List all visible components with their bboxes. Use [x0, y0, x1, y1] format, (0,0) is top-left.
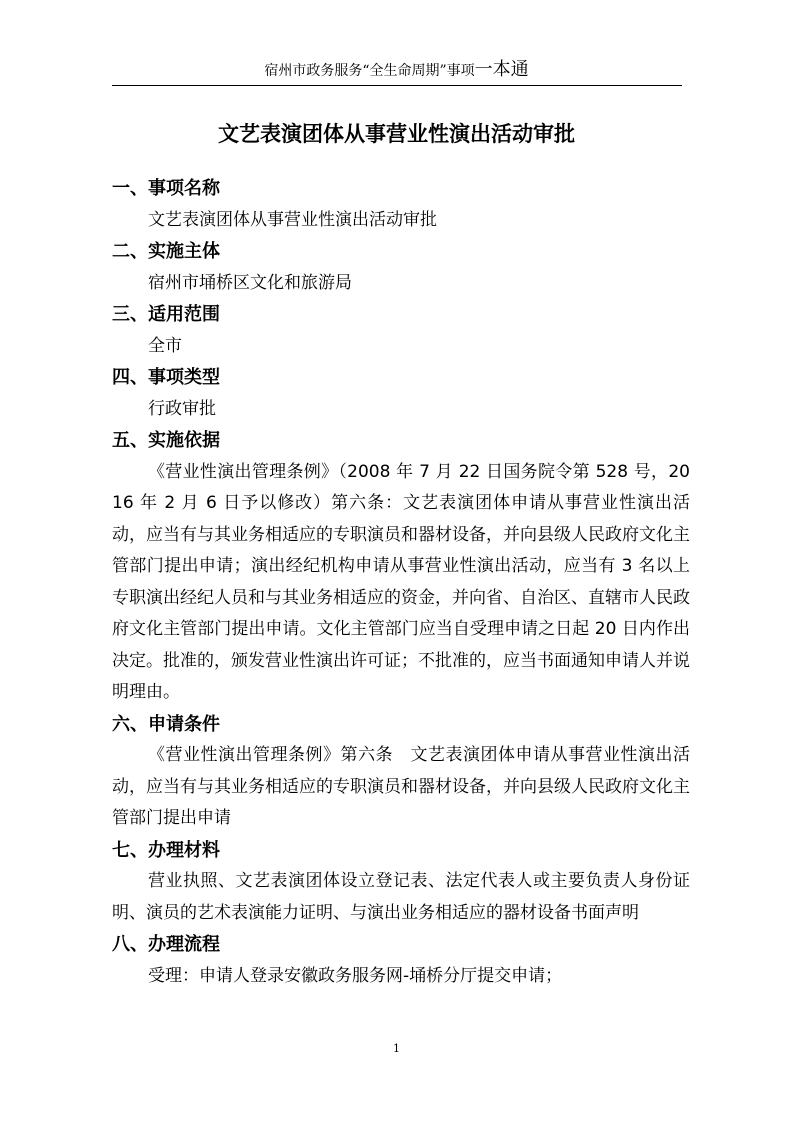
section-body-item-type: 行政审批 [148, 398, 216, 419]
section-body-legal-basis: 《营业性演出管理条例》（2008 年 7 月 22 日国务院令第 528 号，2016 年 2 月 6 日予以修改）第六条：文艺表演团体申请从事营业性演出活动，应当有与其业务相适应的专职演员和器材设备，并向县级人民政府文化主管部门提出申请；演出经纪机构申请从事营业性演出活动，应当有 3 名以上专职演出经纪人员和与其业务相适应的资金，并向省、自治区、直辖市人民政府文化主管部门提出申请。文化主管部门应当自受理申请之日起 20 日内作出决定。批准的，颁发营业性演出许可证；不批准的，应当书面通知申请人并说明理由。 [112, 461, 690, 702]
section-heading-conditions: 六、申请条件 [112, 713, 220, 735]
document-title: 文艺表演团体从事营业性演出活动审批 [218, 122, 575, 146]
document-body [112, 173, 690, 992]
running-header-suffix: 一本通 [474, 59, 529, 80]
section-heading-materials: 七、办理材料 [112, 839, 220, 861]
header-rule [112, 85, 682, 86]
section-heading-item-name: 一、事项名称 [112, 178, 220, 199]
section-heading-legal-basis: 五、实施依据 [112, 430, 220, 451]
running-header-text: 宿州市政务服务“全生命周期”事项 [264, 63, 475, 79]
page-number: 1 [393, 1042, 400, 1055]
running-header [0, 60, 793, 81]
section-body-scope: 全市 [148, 335, 182, 356]
section-heading-scope: 三、适用范围 [112, 304, 220, 325]
section-body-materials: 营业执照、文艺表演团体设立登记表、法定代表人或主要负责人身份证明、演员的艺术表演能力证明、与演出业务相适应的器材设备书面声明 [112, 871, 690, 923]
section-body-process: 受理：申请人登录安徽政务服务网-埇桥分厅提交申请； [148, 965, 563, 986]
section-heading-implementing-body: 二、实施主体 [112, 241, 220, 262]
section-heading-item-type: 四、事项类型 [112, 367, 220, 388]
section-body-conditions: 《营业性演出管理条例》第六条 文艺表演团体申请从事营业性演出活动，应当有与其业务相适应的专职演员和器材设备，并向县级人民政府文化主管部门提出申请 [112, 745, 690, 828]
section-body-implementing-body: 宿州市埇桥区文化和旅游局 [148, 272, 352, 293]
section-body-item-name: 文艺表演团体从事营业性演出活动审批 [148, 209, 437, 230]
section-heading-process: 八、办理流程 [112, 934, 220, 955]
